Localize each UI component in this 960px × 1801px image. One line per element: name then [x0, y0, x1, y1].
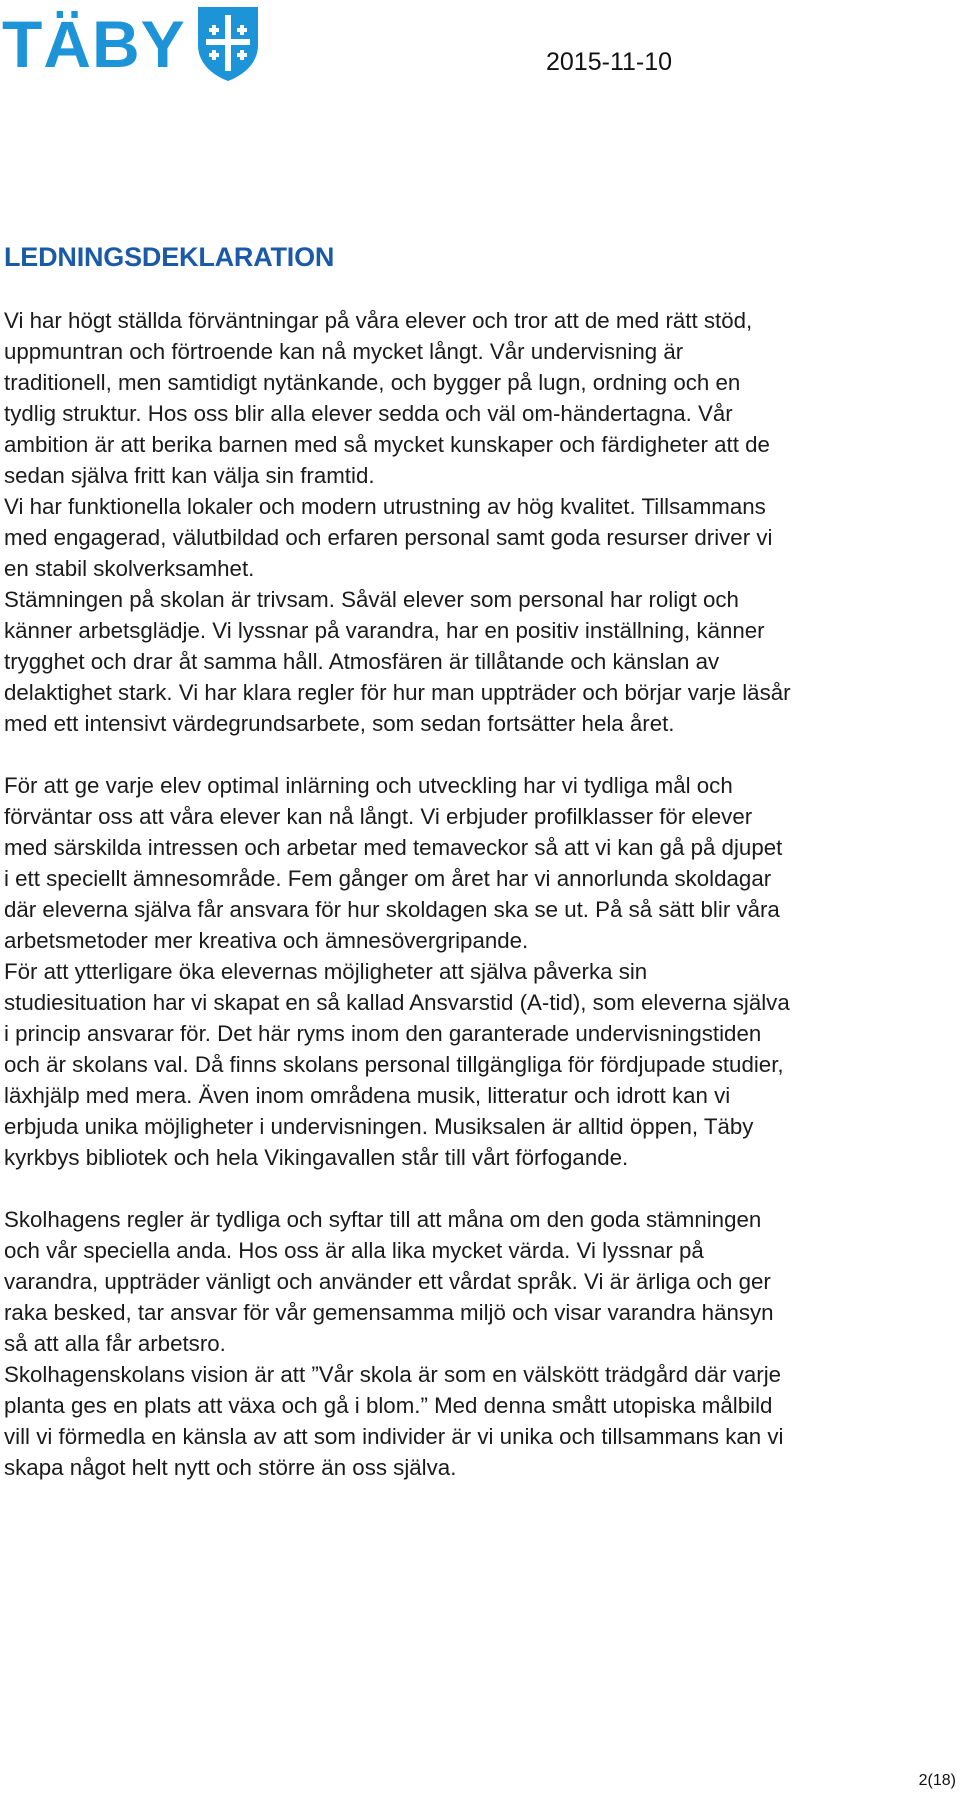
body-text-line: Stämningen på skolan är trivsam. Såväl elever som personal har roligt och: [4, 587, 739, 612]
page-header: [0, 0, 960, 90]
paragraph-gap: [4, 1173, 956, 1204]
body-text-line: en stabil skolverksamhet.: [4, 556, 255, 581]
body-text-line: där eleverna själva får ansvara för hur skoldagen ska se ut. På så sätt blir våra: [4, 897, 780, 922]
body-text-line: och vår speciella anda. Hos oss är alla lika mycket värda. Vi lyssnar på: [4, 1238, 704, 1263]
body-text-line: i ett speciellt ämnesområde. Fem gånger om året har vi annorlunda skoldagar: [4, 866, 772, 891]
body-text-line: och är skolans val. Då finns skolans personal tillgängliga för fördjupade studier,: [4, 1052, 784, 1077]
body-text-line: Skolhagens regler är tydliga och syftar till att måna om den goda stämningen: [4, 1207, 762, 1232]
body-text-line: planta ges en plats att växa och gå i blom.” Med denna smått utopiska målbild: [4, 1393, 773, 1418]
body-text-line: med ett intensivt värdegrundsarbete, som sedan fortsätter hela året.: [4, 711, 675, 736]
body-text-line: delaktighet stark. Vi har klara regler för hur man uppträder och börjar varje läsår: [4, 680, 791, 705]
body-text-line: vill vi förmedla en känsla av att som individer är vi unika och tillsammans kan vi: [4, 1424, 784, 1449]
body-text-line: läxhjälp med mera. Även inom områdena musik, litteratur och idrott kan vi: [4, 1083, 731, 1108]
body-text-line: traditionell, men samtidigt nytänkande, och bygger på lugn, ordning och en: [4, 370, 741, 395]
body-text-line: tydlig struktur. Hos oss blir alla elever sedda och väl om-händertagna. Vår: [4, 401, 733, 426]
body-text-line: För att ytterligare öka elevernas möjligheter att själva påverka sin: [4, 959, 648, 984]
body-text-line: För att ge varje elev optimal inlärning och utveckling har vi tydliga mål och: [4, 773, 733, 798]
body-text-line: sedan själva fritt kan välja sin framtid.: [4, 463, 375, 488]
body-text-line: erbjuda unika möjligheter i undervisningen. Musiksalen är alltid öppen, Täby: [4, 1114, 754, 1139]
taby-shield-icon: [196, 5, 260, 83]
body-text-line: känner arbetsglädje. Vi lyssnar på varandra, har en positiv inställning, känner: [4, 618, 765, 643]
body-text-line: arbetsmetoder mer kreativa och ämnesövergripande.: [4, 928, 529, 953]
body-text-line: studiesituation har vi skapat en så kallad Ansvarstid (A-tid), som eleverna själva: [4, 990, 790, 1015]
body-text-line: förväntar oss att våra elever kan nå långt. Vi erbjuder profilklasser för elever: [4, 804, 753, 829]
body-text-line: skapa något helt nytt och större än oss själva.: [4, 1455, 457, 1480]
body-text-line: kyrkbys bibliotek och hela Vikingavallen står till vårt förfogande.: [4, 1145, 629, 1170]
body-text-line: raka besked, tar ansvar för vår gemensamma miljö och visar varandra hänsyn: [4, 1300, 774, 1325]
body-text-line: i princip ansvarar för. Det här ryms inom den garanterade undervisningstiden: [4, 1021, 762, 1046]
body-text-line: med särskilda intressen och arbetar med temaveckor så att vi kan gå på djupet: [4, 835, 783, 860]
body-text-line: uppmuntran och förtroende kan nå mycket långt. Vår undervisning är: [4, 339, 684, 364]
body-text-line: Vi har funktionella lokaler och modern utrustning av hög kvalitet. Tillsammans: [4, 494, 766, 519]
paragraph-gap: [4, 739, 956, 770]
body-text-line: med engagerad, välutbildad och erfaren personal samt goda resurser driver vi: [4, 525, 773, 550]
document-date: 2015-11-10: [546, 48, 673, 76]
body-text-line: Skolhagenskolans vision är att ”Vår skola är som en välskött trädgård där varje: [4, 1362, 782, 1387]
document-body: [4, 305, 956, 1483]
body-text-line: Vi har högt ställda förväntningar på våra elever och tror att de med rätt stöd,: [4, 308, 753, 333]
page-number: 2(18): [918, 1772, 956, 1789]
taby-logo: [2, 4, 260, 84]
body-text-line: trygghet och drar åt samma håll. Atmosfären är tillåtande och känslan av: [4, 649, 720, 674]
body-text-line: ambition är att berika barnen med så mycket kunskaper och färdigheter att de: [4, 432, 770, 457]
logo-text: TÄBY: [2, 7, 186, 81]
body-text-line: varandra, uppträder vänligt och använder ett vårdat språk. Vi är ärliga och ger: [4, 1269, 771, 1294]
body-text-line: så att alla får arbetsro.: [4, 1331, 226, 1356]
document-title: LEDNINGSDEKLARATION: [4, 242, 335, 272]
